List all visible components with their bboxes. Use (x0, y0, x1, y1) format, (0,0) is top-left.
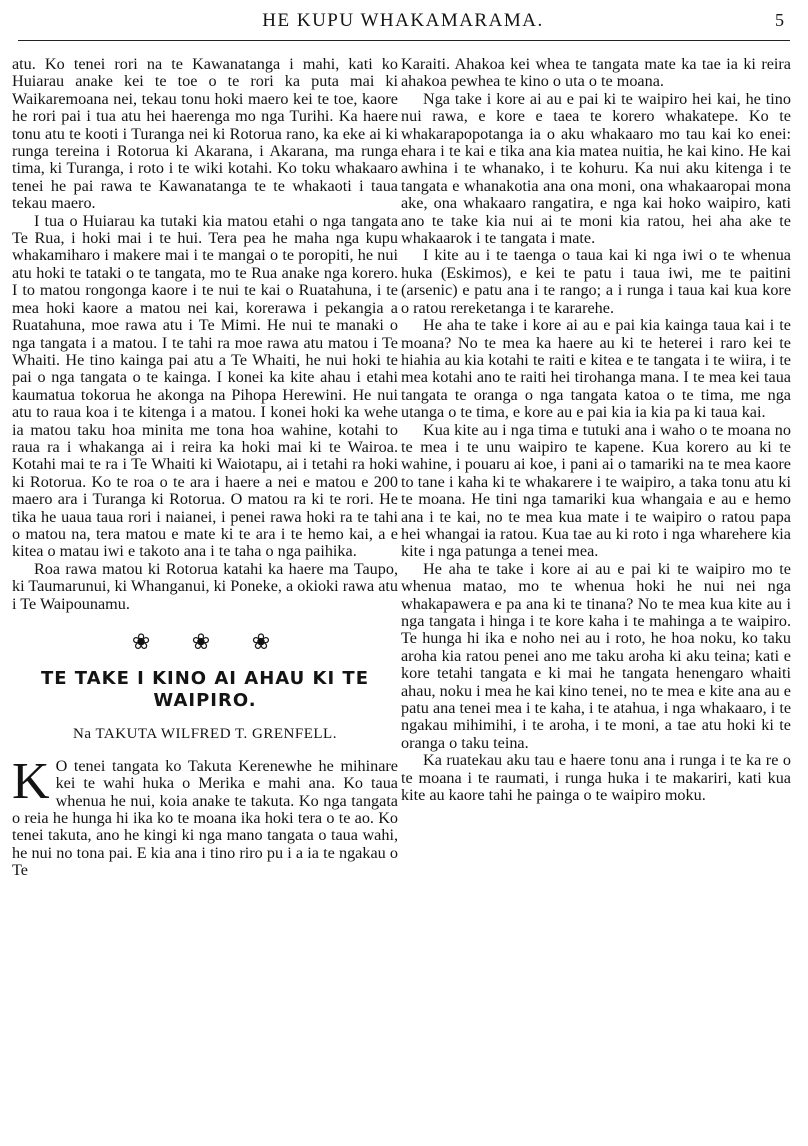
paragraph: I kite au i te taenga o taua kai ki nga iwi o te whenua huka (Eskimos), e kei te patu i taua iwi, me te paitini (arsenic) e patu ana i te rango; a i runga i taua kai kua kore o ratou rereketanga i te kararehe. (401, 246, 791, 317)
left-column (12, 56, 398, 880)
paragraph: Karaiti. Ahakoa kei whea te tangata mate ka tae ia ki reira ahakoa pewhea te kino o uta o te moana. (401, 55, 791, 91)
paragraph: He aha te take i kore ai au e pai kia kainga taua kai i te moana? No te mea ka haere au ki te heterei i raro kei te hiahia au kia kotahi te raiti e kitea e te tangata i te wiira, i te mea kotahi ano te raiti hei tirohanga mana. I te mea kei taua tangata te oranga o nga tangata katoa o te tima, me nga utanga o te tima, e kore au e pai kia ia kia pa ki taua kai. (401, 316, 791, 422)
right-column (401, 56, 791, 804)
paragraph: I tua o Huiarau ka tutaki kia matou etahi o nga tangata Te Rua, i hoki mai i te hui. Tera pea he maha nga kupu whakamiharo i makere mai i te mangai o te poropiti, he nui atu hoki te tataki o te tangata, mo te Rua anake nga korero. I to matou rongonga kaore i te nui te kai o Ruatahuna, i te mea hoki kaore a matou nei kai, korerawa i pekangia a Ruatahuna, moe rawa atu i Te Mimi. He nui te manaki o nga tangata i a matou. I te tahi ra moe rawa atu matou i Te Whaiti. He tino kainga pai atu a Te Whaiti, he nui hoki te pai o nga tangata o te kainga. I konei ka kite ahau i etahi kaumatua tokorua he akonga na Pihopa Herewini. He nui atu to raua koa i te kitenga i a matou. I konei hoki ka wehe ia matou taku hoa minita me tona hoa wahine, kotahi to raua ra i whakanga ai i reira ka hoki mai ki te Wairoa. Kotahi mai te ra i Te Whaiti ki Waiotapu, ai i tetahi ra hoki ki Rotorua. Ko te roa o te ara i haere a nei e matou e 200 maero ara i Turanga ki Rotorua. O matou ra ki te rori. He tika he uaua taua rori i naianei, i penei rawa hoki ra te tahi o matou na, tera matou e mate ki te ara i te hemo kai, a e kitea o matau iwi e takoto ana i te taha o nga paihika. (12, 211, 398, 561)
paragraph: Nga take i kore ai au e pai ki te waipiro hei kai, he tino nui rawa, e kore e taea te korero whakatepe. Ko te whakarapopotanga ia o aku whakaaro mo tau kai ko enei: ehara i te kai e tika ana kia matea nuitia, he kai kino. He kai awhina i te whanako, i te kohuru. Ka nui aku kitenga i te tangata e whanakotia ana ona moni, ona whakaaropai mona ake, ona whakaaro rangatira, e nga kai hoko waipiro, kati ano te take kia nui ai te moni kia ratou, hei aha ake te whakaarok i te tangata i mate. (401, 89, 791, 248)
intro-text: O tenei tangata ko Takuta Kerenewhe he mihinare kei te wahi huka o Merika e mahi ana. Ko taua whenua he nui, koia anake te takuta. Ko nga tangata o reia he hunga hi ika ko te moana ika hoki tera o te ao. Ko tenei takuta, ano he kingi ki nga mano tangata o taua wahi, he nui no tona pai. E kia ana i tino riro pu i a ia te ngakau o Te (12, 756, 398, 880)
flower-ornaments-icon: ❀ ❀ ❀ (131, 629, 289, 654)
page-number: 5 (775, 10, 784, 30)
paragraph: Ka ruatekau aku tau e haere tonu ana i runga i te ka re o te moana i te raumati, i runga huka i te makariri, kati kua kite au kaore tahi he painga o te waipiro moku. (401, 751, 791, 805)
drop-cap: K (12, 752, 50, 810)
article-intro (12, 752, 398, 880)
header-rule (18, 40, 790, 41)
paragraph: Roa rawa matou ki Rotorua katahi ka haere ma Taupo, ki Taumarunui, ki Whanganui, ki Poneke, a okioki rawa atu i Te Waipounamu. (12, 559, 398, 613)
paragraph: He aha te take i kore ai au e pai ki te waipiro mo te whenua matao, mo te whenua hoki he nui nei nga whakapawera e pa ana ki te tinana? No te mea kua kite au i nga tangata i hinga i te kore kaha i te mahinga a te waipiro. Te hunga hi ika e noho nei au i roto, he hoa noku, ko taku aroha kia ratou penei ano me taku aroha ki aku teina; kati e kore tetahi tangata e ki mai he tangata henengaro whaiti ahau, noku i mea he kai kino tenei, no te mea e kite ana au e patu ana tenei mea i te kaha, i te atahua, i nga whakaaro, i te ngakau mihimihi, i te aroha, i te moni, a tae atu hoki ki te oranga o taku teina. (401, 559, 791, 752)
paragraph: atu. Ko tenei rori na te Kawanatanga i mahi, kati ko Huiarau anake kei te toe o te rori ka puta mai ki Waikaremoana nei, tekau tonu hoki maero kei te toe, kaore he rori pai i tua atu hei haerenga mo nga Turihi. Ka haere tonu atu te kooti i Turanga nei ki Rotorua rano, ka eke ai ki runga tereina i Rotorua ki Akarana, i Akarana, ma runga tima, ki Turanga, i roto i te wiki kotahi. Ko toku whakaaro tenei he pai rawa te Kawanatanga te te whakaoti i taua tekau maero. (12, 55, 398, 213)
paragraph: Kua kite au i nga tima e tutuki ana i waho o te moana no te mea i te unu waipiro te kapene. Kua korero au ki te wahine, i pouaru ai koe, i pani ai o tamariki na te mea kaore to tane i kaha ki te whakarere i te waipiro, a taka tonu atu ki te moana. He tini nga tamariki kua whangaia e au e hemo ana i te kai, no te mea kua mate i te waipiro o ratou papa hei whangai ia ratou. Kua tae au ki roto i nga wharehere kia kite i nga patunga a tenei mea. (401, 420, 791, 561)
page-header (18, 6, 788, 36)
article-byline: Na TAKUTA WILFRED T. GRENFELL. (73, 726, 337, 743)
article-title: TE TAKE I KINO AI AHAU KI TE WAIPIRO. (40, 668, 370, 712)
running-title: HE KUPU WHAKAMARAMA. (262, 10, 544, 31)
